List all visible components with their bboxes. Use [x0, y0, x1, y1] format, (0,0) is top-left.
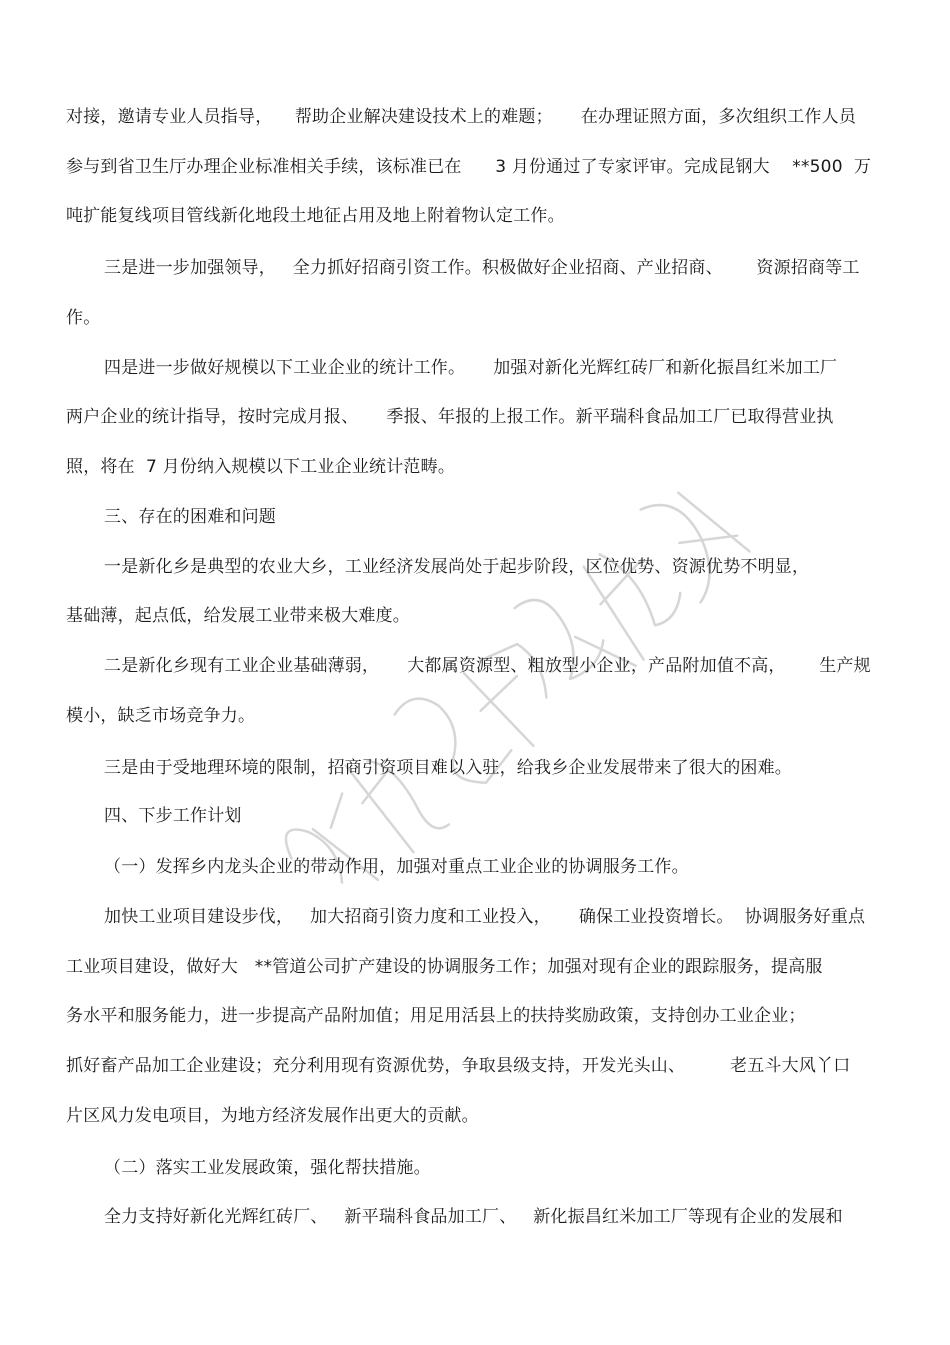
- text-line: 三是进一步加强领导， 全力抓好招商引资工作。积极做好企业招商、产业招商、 资源招商等工: [104, 258, 860, 278]
- text-line: 二是新化乡现有工业企业基础薄弱， 大都属资源型、粗放型小企业，产品附加值不高， 生产规: [104, 656, 871, 676]
- text-line: 四是进一步做好规模以下工业企业的统计工作。 加强对新化光辉红砖厂和新化振昌红米加工厂: [104, 358, 838, 378]
- text-line: 吨扩能复线项目管线新化地段土地征占用及地上附着物认定工作。: [66, 206, 565, 226]
- text-line: 参与到省卫生厅办理企业标准相关手续，该标准已在 3 月份通过了专家评审。完成昆钢大 **500 万: [66, 157, 872, 177]
- section-heading: 四、下步工作计划: [104, 806, 242, 826]
- text-line: 务水平和服务能力，进一步提高产品附加值；用足用活县上的扶持奖励政策，支持创办工业企业；: [66, 1006, 806, 1026]
- text-line: 加快工业项目建设步伐， 加大招商引资力度和工业投入， 确保工业投资增长。 协调服务好重点: [104, 907, 866, 927]
- subsection-heading: （二）落实工业发展政策，强化帮扶措施。: [104, 1158, 431, 1178]
- subsection-heading: （一）发挥乡内龙头企业的带动作用，加强对重点工业企业的协调服务工作。: [104, 857, 689, 877]
- text-line: 片区风力发电项目，为地方经济发展作出更大的贡献。: [66, 1106, 479, 1126]
- text-line: 三是由于受地理环境的限制，招商引资项目难以入驻，给我乡企业发展带来了很大的困难。: [104, 758, 792, 778]
- text-line: 模小，缺乏市场竞争力。: [66, 706, 256, 726]
- text-line: 基础薄，起点低，给发展工业带来极大难度。: [66, 606, 410, 626]
- text-line: 对接，邀请专业人员指导， 帮助企业解决建设技术上的难题； 在办理证照方面，多次组织工作人员: [66, 107, 857, 127]
- text-line: 一是新化乡是典型的农业大乡，工业经济发展尚处于起步阶段，区位优势、资源优势不明显，: [104, 557, 810, 577]
- text-line: 两户企业的统计指导，按时完成月报、 季报、年报的上报工作。新平瑞科食品加工厂已取得营业执: [66, 407, 834, 427]
- section-heading: 三、存在的困难和问题: [104, 507, 276, 527]
- text-line: 工业项目建设，做好大 **管道公司扩产建设的协调服务工作；加强对现有企业的跟踪服务，提高服: [66, 957, 823, 977]
- text-line: 照，将在 7 月份纳入规模以下工业企业统计范畴。: [66, 457, 456, 477]
- text-line: 抓好畜产品加工企业建设；充分利用现有资源优势，争取县级支持，开发光头山、 老五斗大风丫口: [66, 1056, 851, 1076]
- text-line: 作。: [66, 308, 101, 328]
- text-line: 全力支持好新化光辉红砖厂、 新平瑞科食品加工厂、 新化振昌红米加工厂等现有企业的发展和: [104, 1207, 843, 1227]
